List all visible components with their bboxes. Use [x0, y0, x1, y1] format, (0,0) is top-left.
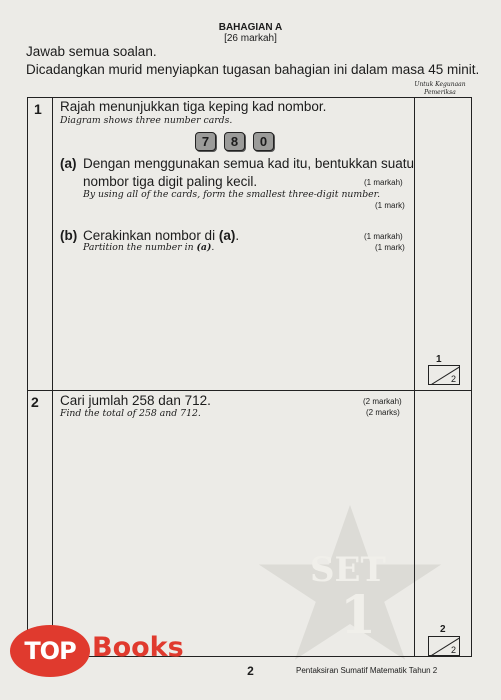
question-2-marks-ms: (2 markah)	[363, 397, 402, 406]
question-2-marks-en: (2 marks)	[366, 408, 400, 417]
part-a-line1-ms: Dengan menggunakan semua kad itu, bentukkan suatu	[83, 156, 414, 171]
number-card: 7	[195, 132, 216, 151]
logo-badge: TOP	[10, 625, 90, 677]
question-1-score-label: 1	[436, 354, 442, 365]
examiner-use-label: Untuk Kegunaan Pemeriksa	[414, 81, 466, 96]
part-a-line2-ms: nombor tiga digit paling kecil.	[83, 174, 258, 189]
part-b-text-ms-suffix: .	[235, 228, 240, 243]
part-a-text-en: By using all of the cards, form the smallest three-digit number.	[83, 189, 381, 200]
part-b-text-ms-prefix: Cerakinkan nombor di	[83, 228, 219, 243]
question-2-total-marks: 2	[450, 645, 456, 655]
part-b-ref-en: (a)	[196, 242, 212, 253]
number-card: 0	[253, 132, 274, 151]
question-1-total-marks: 2	[450, 374, 456, 384]
logo-word: Books	[92, 632, 184, 663]
question-1-mark-box[interactable]	[428, 365, 460, 385]
instruction-time: Dicadangkan murid menyiapkan tugasan bahagian ini dalam masa 45 minit.	[26, 62, 480, 77]
question-2-stem-en: Find the total of 258 and 712.	[60, 408, 201, 419]
question-2-mark-box[interactable]	[428, 636, 460, 656]
question-row-divider	[27, 390, 472, 391]
watermark-set-text: SET	[310, 550, 386, 590]
question-number-column-divider	[52, 97, 53, 657]
question-2-stem-ms: Cari jumlah 258 dan 712.	[60, 393, 211, 408]
part-a-label: (a)	[60, 156, 77, 171]
part-b-marks-en: (1 mark)	[375, 243, 405, 252]
examiner-column-divider	[414, 97, 415, 657]
part-b-text-ms	[83, 228, 239, 243]
section-title: BAHAGIAN A	[218, 22, 283, 33]
part-b-text-en-suffix: .	[211, 242, 215, 253]
part-b-text-en	[83, 242, 214, 253]
footer-title: Pentaksiran Sumatif Matematik Tahun 2	[296, 666, 438, 675]
part-b-ref-ms: (a)	[218, 228, 236, 243]
question-1-number: 1	[34, 101, 42, 117]
page-number: 2	[247, 664, 254, 678]
question-2-score-label: 2	[440, 624, 446, 635]
watermark-set-number: 1	[340, 585, 377, 646]
question-1-stem-en: Diagram shows three number cards.	[60, 115, 233, 126]
part-b-marks-ms: (1 markah)	[364, 232, 403, 241]
part-a-marks-ms: (1 markah)	[364, 178, 403, 187]
part-b-text-en-prefix: Partition the number in	[83, 242, 197, 253]
instruction-answer-all: Jawab semua soalan.	[26, 44, 157, 59]
question-1-stem-ms: Rajah menunjukkan tiga keping kad nombor.	[60, 99, 327, 114]
part-a-marks-en: (1 mark)	[375, 201, 405, 210]
question-2-number: 2	[31, 394, 39, 410]
part-b-label: (b)	[60, 228, 78, 243]
number-card: 8	[224, 132, 245, 151]
section-marks: [26 markah]	[224, 33, 277, 44]
number-cards	[195, 132, 274, 151]
